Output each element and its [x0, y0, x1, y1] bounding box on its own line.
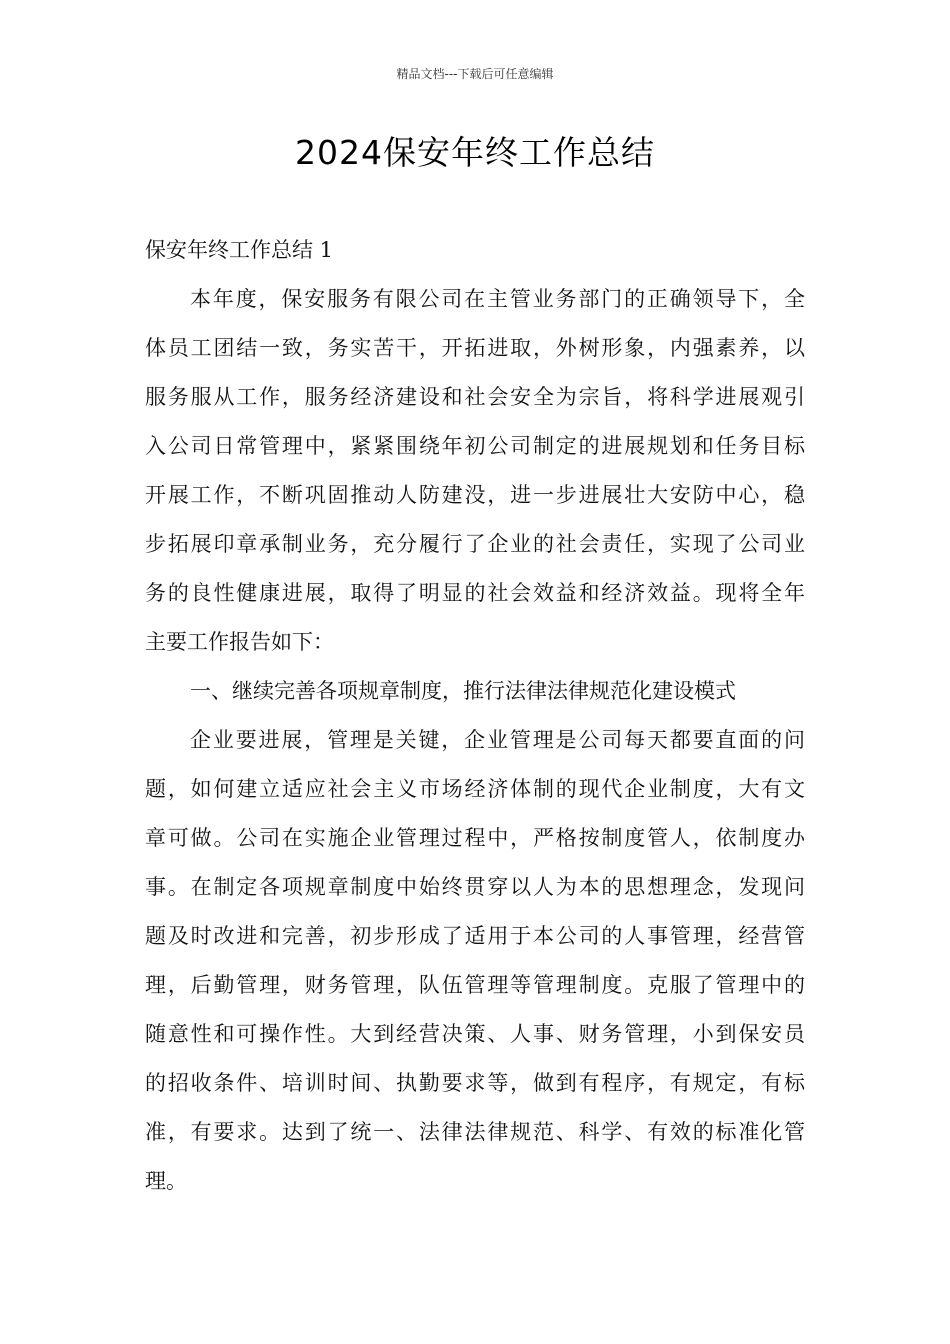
document-body	[145, 226, 805, 1206]
paragraph-line: 主要工作报告如下：	[145, 630, 334, 654]
paragraph-line: 服务服从工作，服务经济建设和社会安全为宗旨，将科学进展观引	[145, 385, 805, 409]
paragraph-line: 理，后勤管理，财务管理，队伍管理等管理制度。克服了管理中的	[145, 973, 805, 997]
paragraph-1	[145, 275, 805, 667]
paragraph-2	[145, 716, 805, 1206]
paragraph-line: 体员工团结一致，务实苦干，开拓进取，外树形象，内强素养，以	[145, 336, 805, 360]
paragraph-line: 务的良性健康进展，取得了明显的社会效益和经济效益。现将全年	[145, 581, 805, 605]
paragraph-line: 企业要进展，管理是关键，企业管理是公司每天都要直面的问	[190, 728, 805, 752]
section-heading: 保安年终工作总结 1	[145, 238, 334, 262]
paragraph-line: 题，如何建立适应社会主义市场经济体制的现代企业制度，大有文	[145, 777, 805, 801]
paragraph-line: 随意性和可操作性。大到经营决策、人事、财务管理，小到保安员	[145, 1022, 805, 1046]
paragraph-line: 章可做。公司在实施企业管理过程中，严格按制度管人，依制度办	[145, 826, 805, 850]
document-title: 2024保安年终工作总结	[295, 133, 655, 172]
header-note: 精品文档---下载后可任意编辑	[396, 67, 554, 81]
paragraph-line: 的招收条件、培训时间、执勤要求等，做到有程序，有规定，有标	[145, 1071, 805, 1095]
paragraph-line: 本年度，保安服务有限公司在主管业务部门的正确领导下，全	[190, 287, 805, 311]
paragraph-line: 理。	[145, 1169, 187, 1193]
paragraph-line: 题及时改进和完善，初步形成了适用于本公司的人事管理，经营管	[145, 924, 805, 948]
paragraph-line: 事。在制定各项规章制度中始终贯穿以人为本的思想理念，发现问	[145, 875, 805, 899]
paragraph-line: 步拓展印章承制业务，充分履行了企业的社会责任，实现了公司业	[145, 532, 805, 556]
paragraph-line: 准，有要求。达到了统一、法律法律规范、科学、有效的标准化管	[145, 1120, 805, 1144]
paragraph-line: 开展工作，不断巩固推动人防建没，进一步进展壮大安防中心，稳	[145, 483, 805, 507]
subheading-1: 一、继续完善各项规章制度，推行法律法律规范化建设模式	[190, 679, 736, 703]
paragraph-line: 入公司日常管理中，紧紧围绕年初公司制定的进展规划和任务目标	[145, 434, 805, 458]
